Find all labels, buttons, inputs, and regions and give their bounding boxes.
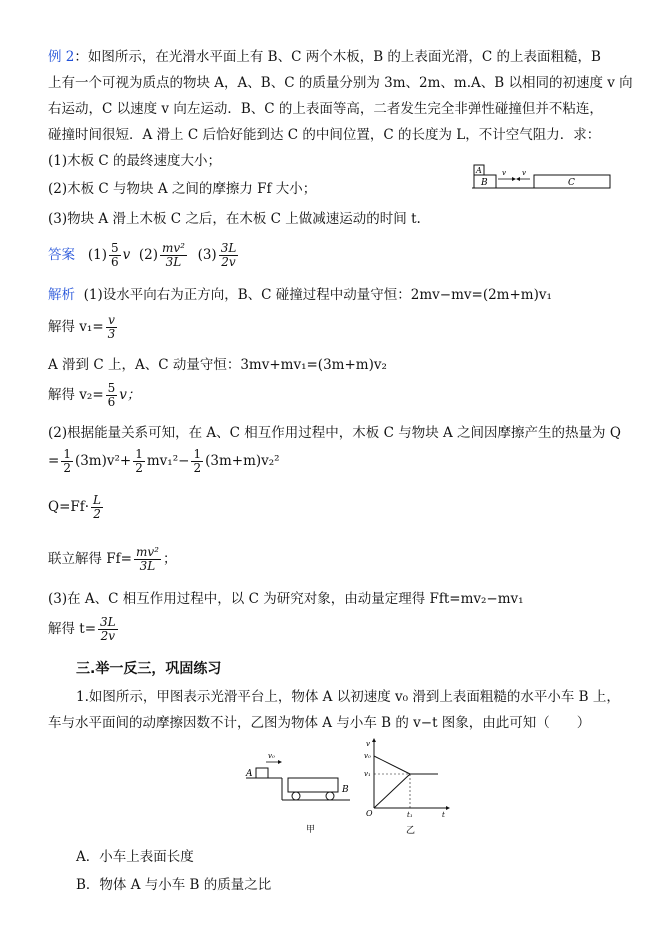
svg-text:A: A <box>246 769 253 779</box>
question-1: (1)木板 C 的最终速度大小； <box>48 153 222 169</box>
answer-label: 答案 <box>48 247 75 263</box>
caption-jia: 甲 <box>306 825 316 835</box>
example-line-2: 上有一个可视为质点的物块 A，A、B、C 的质量分别为 3m、2m、m.A、B 以相同的初速度 v 向 <box>48 75 633 91</box>
svg-text:v₁: v₁ <box>364 770 371 778</box>
svg-text:v₀: v₀ <box>364 752 371 760</box>
example-label: 例 2 <box>48 49 75 65</box>
figure-jia <box>238 748 358 838</box>
option-a: A．小车上表面长度 <box>76 849 194 865</box>
object-a <box>256 768 268 778</box>
line-b <box>374 774 410 808</box>
question-3: (3)物块 A 滑上木板 C 之后，在木板 C 上做减速运动的时间 t. <box>48 211 421 227</box>
analysis-line-3: A 滑到 C 上，A、C 动量守恒：3mv+mv₁=(3m+m)v₂ <box>48 357 387 373</box>
analysis-label: 解析 <box>48 287 75 303</box>
exercise-line-2: 车与水平面间的动摩擦因数不计，乙图为物体 A 与小车 B 的 v−t 图象，由此可知（ ） <box>48 715 591 731</box>
section-title: 三.举一反三，巩固练习 <box>76 661 222 677</box>
boards-figure <box>472 160 612 192</box>
block-a-label: A <box>476 166 482 175</box>
analysis-line-7: Q=Ff· $\frac{L}{2}$ <box>48 493 102 521</box>
caption-yi: 乙 <box>406 826 416 836</box>
svg-text:v: v <box>502 169 506 177</box>
arrow-head-icon <box>512 177 516 181</box>
analysis-line-1: 解析 (1)设水平向右为正方向，B、C 碰撞过程中动量守恒：2mv−mv=(2m+m)v₁ <box>48 287 552 303</box>
answer-line: 答案 (1) $\frac{5}{6}$ v (2) $\frac{\text{mv²}}{3L}$ (3) $\frac{3L}{2v}$ <box>48 241 237 269</box>
board-c-label: C <box>568 178 575 188</box>
analysis-line-5: (2)根据能量关系可知，在 A、C 相互作用过程中，木板 C 与物块 A 之间因摩擦产生的热量为 Q <box>48 425 621 441</box>
analysis-line-6: = $\frac{1}{2}$ (3m)v²+ $\frac{1}{2}$ mv₁²− $\frac{1}{2}$ (3m+m)v₂² <box>48 447 280 475</box>
analysis-line-10: 解得 t= $\frac{3L}{2v}$ <box>48 615 116 643</box>
example-line-4: 碰撞时间很短．A 滑上 C 后恰好能到达 C 的中间位置，C 的长度为 L，不计空气阻力．求： <box>48 127 601 143</box>
board-b-label: B <box>481 178 488 188</box>
svg-text:v: v <box>366 740 370 748</box>
example-line-3: 右运动，C 以速度 v 向左运动．B、C 的上表面等高，二者发生完全非弹性碰撞但并不粘连， <box>48 101 603 117</box>
line-a <box>374 756 410 774</box>
svg-text:v: v <box>522 169 526 177</box>
example-line-1: 例 2：如图所示，在光滑水平面上有 B、C 两个木板，B 的上表面光滑，C 的上表面粗糙，B <box>48 49 601 65</box>
analysis-line-4: 解得 v₂= $\frac{5}{6}$ v； <box>48 381 141 409</box>
wheel-icon <box>292 792 300 800</box>
exercise-line-1: 1.如图所示，甲图表示光滑平台上，物体 A 以初速度 v₀ 滑到上表面粗糙的水平小车 B 上， <box>76 689 620 705</box>
analysis-line-9: (3)在 A、C 相互作用过程中，以 C 为研究对象，由动量定理得 Fft=mv₂−mv₁ <box>48 591 524 607</box>
question-2: (2)木板 C 与物块 A 之间的摩擦力 Ff 大小； <box>48 181 317 197</box>
wheel-icon <box>326 792 334 800</box>
analysis-line-8: 联立解得 Ff= $\frac{\text{mv²}}{3L}$ ； <box>48 545 177 573</box>
svg-text:t₁: t₁ <box>407 811 413 819</box>
svg-text:v₀: v₀ <box>268 752 275 760</box>
svg-text:t: t <box>442 811 445 819</box>
svg-text:B: B <box>342 785 349 795</box>
option-b: B．物体 A 与小车 B 的质量之比 <box>76 877 272 893</box>
analysis-line-2: 解得 v₁= $\frac{v}{3}$ <box>48 313 116 341</box>
svg-text:O: O <box>366 809 373 818</box>
cart-b <box>288 778 338 792</box>
figure-yi <box>362 736 452 838</box>
